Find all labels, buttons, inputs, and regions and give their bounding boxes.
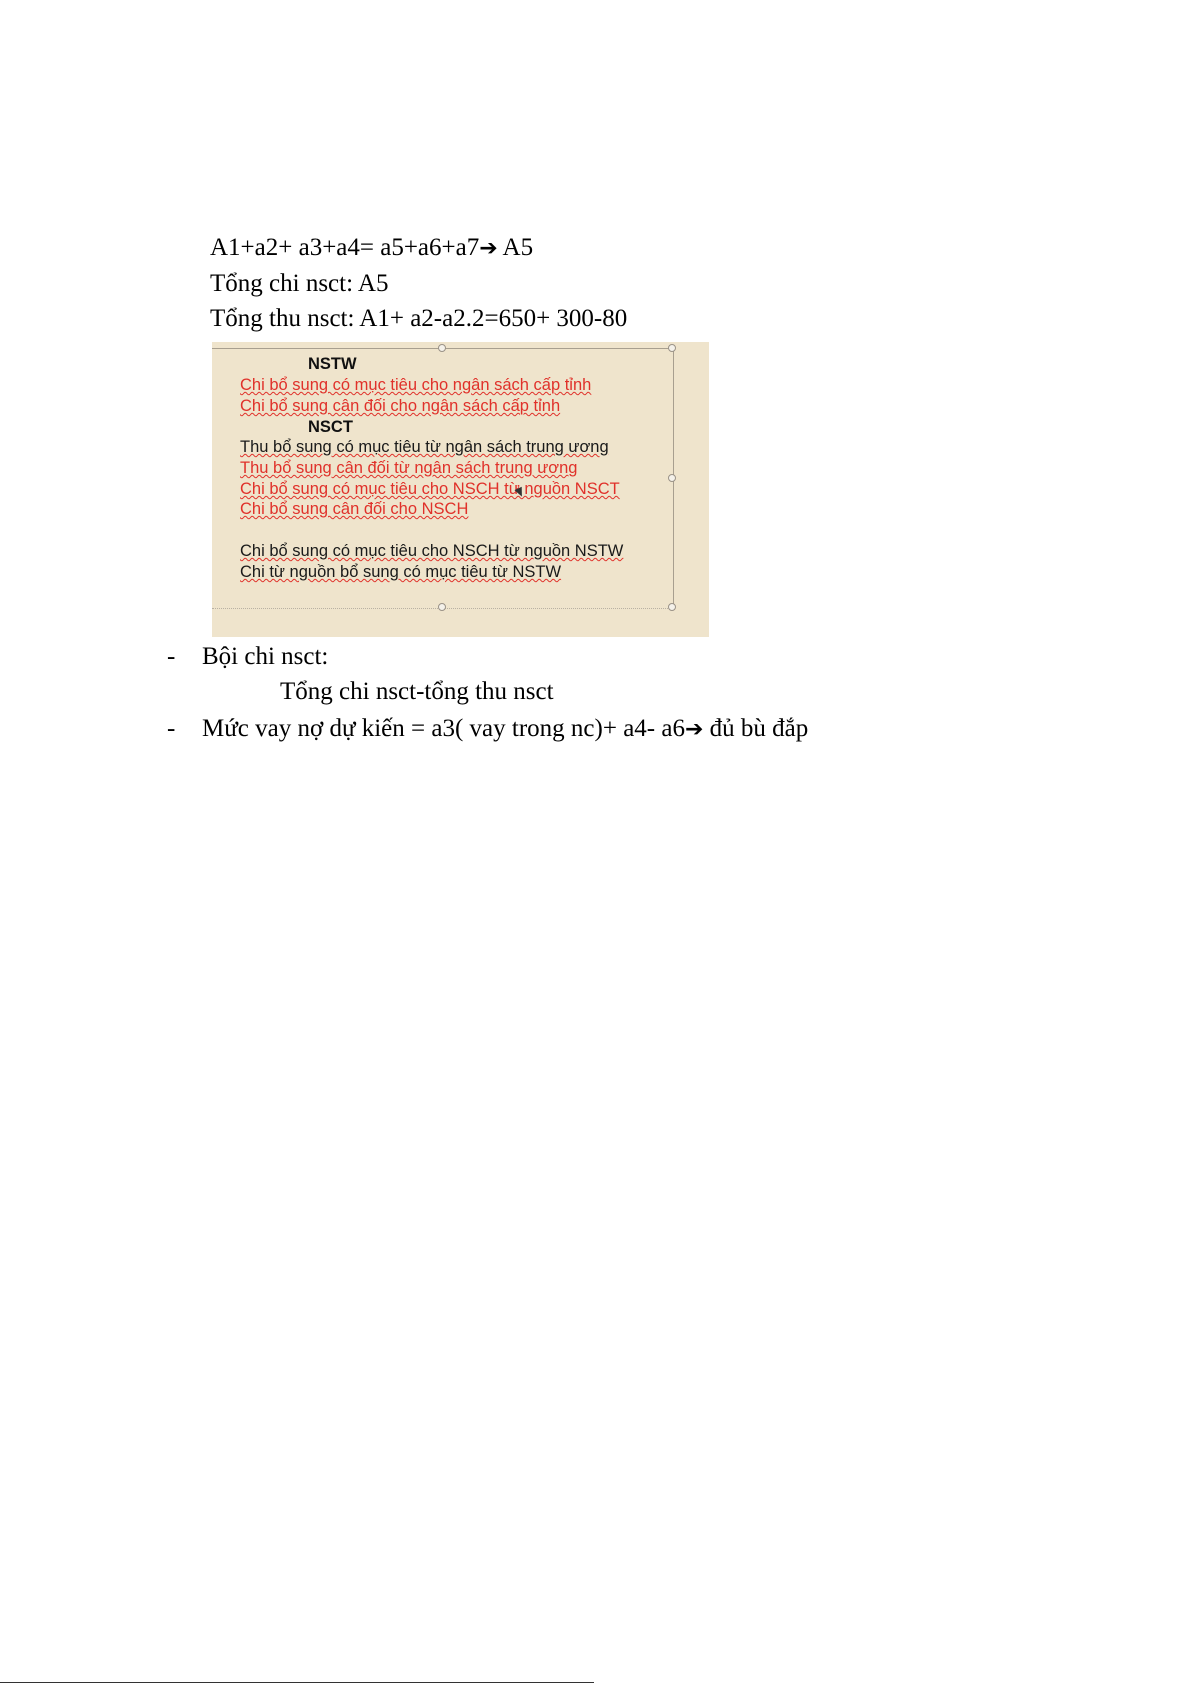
slide-heading-nsct: NSCT (308, 418, 353, 436)
bullet-dash: - (167, 643, 176, 670)
deficit-formula: Tổng chi nsct-tổng thu nsct (280, 678, 554, 705)
formula-text: A1+a2+ a3+a4= a5+a6+a7 (210, 234, 480, 261)
bullet-dash: - (167, 715, 176, 742)
slide-nstw-item: Chi bổ sung có mục tiêu cho ngân sách cấp tỉnh (240, 376, 592, 394)
slide-nsct-item: Chi bổ sung có mục tiêu cho NSCH từ nguồn NSCT (240, 480, 620, 498)
arrow-icon: ➔ (479, 236, 498, 261)
slide-nsct-item: Thu bổ sung có mục tiêu từ ngân sách trung ương (240, 438, 609, 456)
resize-handle-right (668, 474, 676, 482)
slide-extra-item: Chi bổ sung có mục tiêu cho NSCH từ nguồn NSTW (240, 542, 624, 560)
embedded-slide-image (212, 342, 709, 637)
deficit-label: Bội chi nsct: (202, 643, 329, 670)
resize-handle-bottom (438, 603, 446, 611)
slide-extra-item: Chi từ nguồn bổ sung có mục tiêu từ NSTW (240, 563, 562, 581)
slide-nsct-item: Thu bổ sung cân đối từ ngân sách trung ương (240, 459, 578, 477)
footer-rule (0, 1682, 594, 1683)
borrowing-line (202, 714, 808, 745)
slide-nsct-item: Chi bổ sung cân đối cho NSCH (240, 500, 469, 518)
formula-line (210, 233, 533, 264)
resize-handle-top (438, 344, 446, 352)
total-spending-line: Tổng chi nsct: A5 (210, 270, 389, 297)
resize-handle-top-right (668, 344, 676, 352)
formula-result: A5 (502, 234, 534, 261)
total-revenue-line: Tổng thu nsct: A1+ a2-a2.2=650+ 300-80 (210, 305, 628, 332)
slide-nstw-item: Chi bổ sung cân đối cho ngân sách cấp tỉnh (240, 397, 561, 415)
arrow-icon: ➔ (684, 717, 704, 742)
resize-handle-bottom-right (668, 603, 676, 611)
borrowing-result: đủ bù đắp (709, 715, 809, 742)
slide-heading-nstw: NSTW (308, 355, 357, 373)
borrowing-formula: Mức vay nợ dự kiến = a3( vay trong nc)+ a4- a6 (202, 715, 685, 742)
